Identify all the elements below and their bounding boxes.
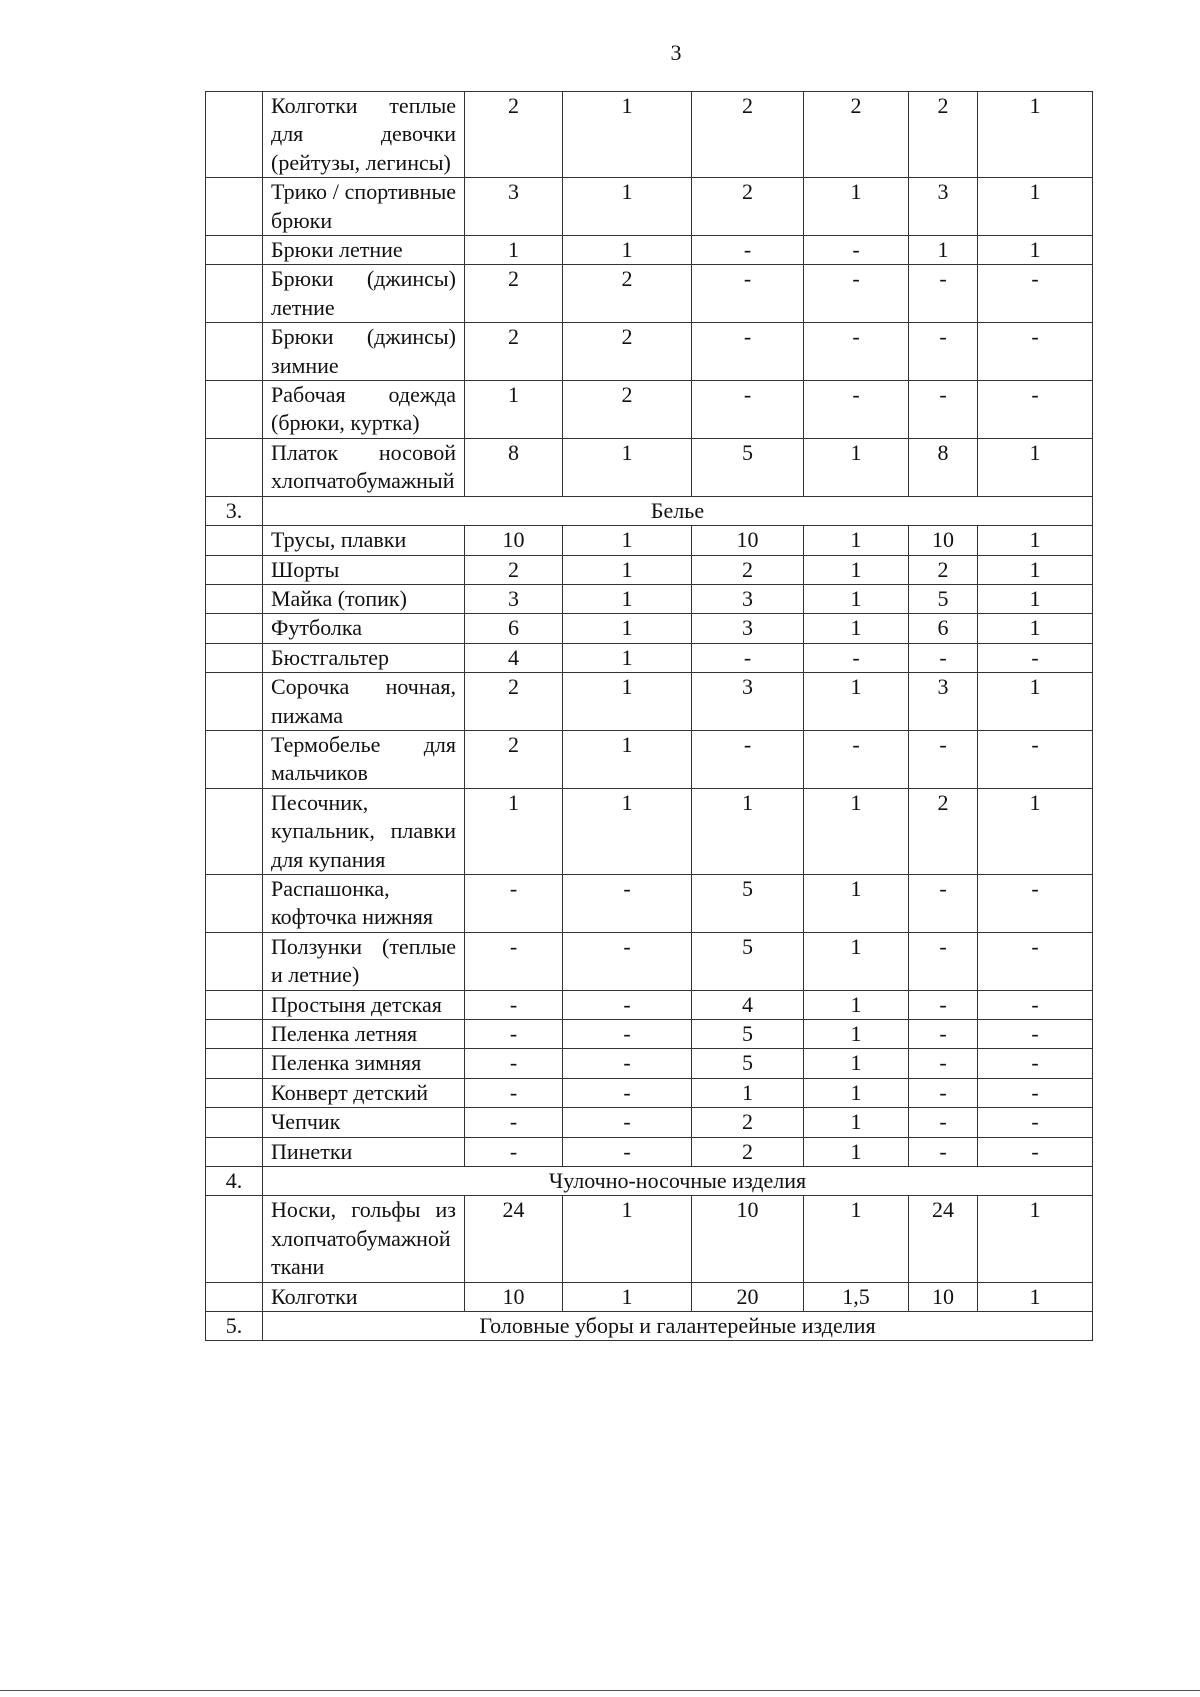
value-cell: - [692, 323, 804, 381]
value-cell: 5 [692, 932, 804, 990]
value-cell: 1 [563, 673, 692, 731]
row-number-cell [206, 236, 263, 265]
section-row [206, 1167, 1093, 1196]
table-row [206, 92, 1093, 178]
value-cell: - [804, 643, 909, 672]
item-name-cell: Рабочая одежда (брюки, куртка) [263, 381, 465, 439]
row-number-cell [206, 673, 263, 731]
value-cell: 3 [465, 584, 563, 613]
table-row [206, 874, 1093, 932]
value-cell: 2 [465, 555, 563, 584]
value-cell: 10 [692, 526, 804, 555]
row-number-cell [206, 323, 263, 381]
item-name-cell: Пинетки [263, 1137, 465, 1166]
value-cell: - [804, 323, 909, 381]
table-row [206, 265, 1093, 323]
item-name-cell: Конверт детский [263, 1078, 465, 1107]
value-cell: - [909, 1020, 978, 1049]
value-cell: 2 [563, 381, 692, 439]
value-cell: - [909, 932, 978, 990]
value-cell: 1 [978, 584, 1093, 613]
item-name-cell: Брюки летние [263, 236, 465, 265]
value-cell: 3 [465, 178, 563, 236]
value-cell: 5 [692, 1049, 804, 1078]
value-cell: 24 [909, 1196, 978, 1282]
value-cell: 1 [804, 1078, 909, 1107]
value-cell: - [978, 932, 1093, 990]
value-cell: 8 [909, 438, 978, 496]
value-cell: - [978, 874, 1093, 932]
row-number-cell [206, 555, 263, 584]
table-row [206, 614, 1093, 643]
table-row [206, 1108, 1093, 1137]
value-cell: 3 [692, 614, 804, 643]
value-cell: - [804, 236, 909, 265]
row-number-cell [206, 178, 263, 236]
value-cell: 1 [563, 236, 692, 265]
value-cell: 2 [465, 730, 563, 788]
value-cell: - [563, 1078, 692, 1107]
row-number-cell [206, 990, 263, 1019]
value-cell: 1 [978, 555, 1093, 584]
value-cell: 1 [563, 614, 692, 643]
row-number-cell [206, 932, 263, 990]
value-cell: - [909, 1078, 978, 1107]
value-cell: - [563, 932, 692, 990]
table-row [206, 1020, 1093, 1049]
value-cell: 2 [692, 92, 804, 178]
value-cell: 1 [804, 1108, 909, 1137]
value-cell: - [978, 730, 1093, 788]
value-cell: - [804, 730, 909, 788]
value-cell: - [563, 1049, 692, 1078]
value-cell: 2 [692, 555, 804, 584]
section-title: Чулочно-носочные изделия [263, 1167, 1093, 1196]
item-name-cell: Футболка [263, 614, 465, 643]
value-cell: 1 [978, 236, 1093, 265]
value-cell: 4 [692, 990, 804, 1019]
value-cell: - [563, 1020, 692, 1049]
value-cell: 1 [978, 92, 1093, 178]
row-number-cell [206, 381, 263, 439]
item-name-cell: Майка (топик) [263, 584, 465, 613]
value-cell: 1 [804, 932, 909, 990]
value-cell: - [563, 1137, 692, 1166]
value-cell: - [692, 643, 804, 672]
section-number: 5. [206, 1312, 263, 1341]
table-row [206, 932, 1093, 990]
value-cell: 1 [563, 178, 692, 236]
value-cell: 2 [909, 788, 978, 874]
value-cell: 2 [465, 323, 563, 381]
value-cell: 1 [978, 438, 1093, 496]
table-row [206, 788, 1093, 874]
item-name-cell: Простыня детская [263, 990, 465, 1019]
section-row [206, 1312, 1093, 1341]
value-cell: - [909, 1137, 978, 1166]
value-cell: - [465, 874, 563, 932]
value-cell: - [978, 1020, 1093, 1049]
value-cell: 2 [465, 673, 563, 731]
row-number-cell [206, 1137, 263, 1166]
row-number-cell [206, 643, 263, 672]
value-cell: 1 [804, 1137, 909, 1166]
value-cell: 24 [465, 1196, 563, 1282]
value-cell: 3 [692, 584, 804, 613]
value-cell: 1 [978, 1282, 1093, 1311]
row-number-cell [206, 1078, 263, 1107]
value-cell: - [978, 1078, 1093, 1107]
value-cell: 1 [978, 526, 1093, 555]
row-number-cell [206, 584, 263, 613]
value-cell: 5 [909, 584, 978, 613]
table-row [206, 555, 1093, 584]
value-cell: 2 [909, 92, 978, 178]
value-cell: 1 [804, 614, 909, 643]
item-name-cell: Платок носовой хлопчатобумажный [263, 438, 465, 496]
value-cell: - [978, 1108, 1093, 1137]
row-number-cell [206, 730, 263, 788]
item-name-cell: Песочник, купальник, плавки для купания [263, 788, 465, 874]
item-name-cell: Трусы, плавки [263, 526, 465, 555]
section-title: Головные уборы и галантерейные изделия [263, 1312, 1093, 1341]
section-title: Белье [263, 496, 1093, 525]
value-cell: 2 [563, 323, 692, 381]
value-cell: 5 [692, 438, 804, 496]
table-row [206, 178, 1093, 236]
value-cell: - [909, 265, 978, 323]
table-row [206, 990, 1093, 1019]
value-cell: 1 [563, 526, 692, 555]
value-cell: 1 [465, 788, 563, 874]
item-name-cell: Трико / спортивные брюки [263, 178, 465, 236]
value-cell: 3 [909, 178, 978, 236]
item-name-cell: Шорты [263, 555, 465, 584]
value-cell: 2 [692, 178, 804, 236]
value-cell: - [804, 265, 909, 323]
value-cell: 1 [804, 1020, 909, 1049]
value-cell: 2 [465, 92, 563, 178]
value-cell: 1 [978, 788, 1093, 874]
row-number-cell [206, 1020, 263, 1049]
item-name-cell: Термобелье для мальчиков [263, 730, 465, 788]
row-number-cell [206, 1196, 263, 1282]
value-cell: 1 [804, 178, 909, 236]
value-cell: - [563, 1108, 692, 1137]
value-cell: 2 [909, 555, 978, 584]
value-cell: 4 [465, 643, 563, 672]
value-cell: 1 [563, 643, 692, 672]
item-name-cell: Брюки (джинсы) зимние [263, 323, 465, 381]
value-cell: 10 [465, 1282, 563, 1311]
row-number-cell [206, 265, 263, 323]
value-cell: 5 [692, 1020, 804, 1049]
value-cell: 1 [692, 1078, 804, 1107]
value-cell: 1 [563, 555, 692, 584]
value-cell: 1 [804, 673, 909, 731]
table-row [206, 1049, 1093, 1078]
value-cell: - [978, 643, 1093, 672]
table-row [206, 1282, 1093, 1311]
value-cell: 10 [909, 526, 978, 555]
value-cell: 1 [804, 438, 909, 496]
row-number-cell [206, 874, 263, 932]
value-cell: - [563, 990, 692, 1019]
value-cell: - [692, 730, 804, 788]
item-name-cell: Носки, гольфы из хлопчатобумажной ткани [263, 1196, 465, 1282]
table-row [206, 381, 1093, 439]
table-row [206, 438, 1093, 496]
item-name-cell: Сорочка ночная, пижама [263, 673, 465, 731]
value-cell: - [465, 1137, 563, 1166]
table-row [206, 526, 1093, 555]
row-number-cell [206, 92, 263, 178]
value-cell: - [978, 381, 1093, 439]
row-number-cell [206, 1049, 263, 1078]
value-cell: 1 [465, 381, 563, 439]
table-row [206, 673, 1093, 731]
row-number-cell [206, 526, 263, 555]
item-name-cell: Распашонка, кофточка нижняя [263, 874, 465, 932]
item-name-cell: Бюстгальтер [263, 643, 465, 672]
section-number: 3. [206, 496, 263, 525]
item-name-cell: Пеленка летняя [263, 1020, 465, 1049]
value-cell: 1 [563, 1196, 692, 1282]
value-cell: - [563, 874, 692, 932]
table-row [206, 1078, 1093, 1107]
value-cell: 1 [804, 584, 909, 613]
value-cell: - [978, 1049, 1093, 1078]
value-cell: 2 [804, 92, 909, 178]
value-cell: 1 [563, 788, 692, 874]
value-cell: - [909, 730, 978, 788]
value-cell: 1 [563, 1282, 692, 1311]
value-cell: 1 [563, 730, 692, 788]
value-cell: 1 [804, 526, 909, 555]
table-row [206, 643, 1093, 672]
value-cell: - [465, 1049, 563, 1078]
item-name-cell: Чепчик [263, 1108, 465, 1137]
value-cell: 1,5 [804, 1282, 909, 1311]
value-cell: 1 [804, 555, 909, 584]
value-cell: - [978, 265, 1093, 323]
value-cell: - [465, 1020, 563, 1049]
value-cell: - [465, 932, 563, 990]
value-cell: 1 [804, 1049, 909, 1078]
value-cell: 1 [804, 788, 909, 874]
value-cell: 10 [692, 1196, 804, 1282]
value-cell: - [909, 381, 978, 439]
value-cell: 1 [465, 236, 563, 265]
section-number: 4. [206, 1167, 263, 1196]
value-cell: - [465, 1078, 563, 1107]
value-cell: - [692, 265, 804, 323]
value-cell: 3 [692, 673, 804, 731]
value-cell: 6 [909, 614, 978, 643]
value-cell: 1 [978, 1196, 1093, 1282]
value-cell: 3 [909, 673, 978, 731]
row-number-cell [206, 1108, 263, 1137]
row-number-cell [206, 438, 263, 496]
row-number-cell [206, 614, 263, 643]
value-cell: - [692, 236, 804, 265]
value-cell: - [909, 874, 978, 932]
table-row [206, 730, 1093, 788]
value-cell: - [978, 323, 1093, 381]
page-number: 3 [670, 40, 682, 65]
value-cell: 2 [692, 1108, 804, 1137]
value-cell: - [692, 381, 804, 439]
table-row [206, 1137, 1093, 1166]
value-cell: - [465, 1108, 563, 1137]
value-cell: - [978, 1137, 1093, 1166]
item-name-cell: Брюки (джинсы) летние [263, 265, 465, 323]
value-cell: 20 [692, 1282, 804, 1311]
value-cell: 6 [465, 614, 563, 643]
value-cell: - [909, 1108, 978, 1137]
table-row [206, 236, 1093, 265]
item-name-cell: Пеленка зимняя [263, 1049, 465, 1078]
value-cell: 1 [978, 178, 1093, 236]
value-cell: 1 [804, 990, 909, 1019]
value-cell: 1 [692, 788, 804, 874]
item-name-cell: Колготки теплые для девочки (рейтузы, легинсы) [263, 92, 465, 178]
row-number-cell [206, 788, 263, 874]
table-row [206, 323, 1093, 381]
value-cell: 2 [692, 1137, 804, 1166]
value-cell: - [465, 990, 563, 1019]
row-number-cell [206, 1282, 263, 1311]
table-row [206, 584, 1093, 613]
value-cell: 2 [563, 265, 692, 323]
table-row [206, 1196, 1093, 1282]
value-cell: - [978, 990, 1093, 1019]
section-row [206, 496, 1093, 525]
value-cell: 1 [978, 614, 1093, 643]
value-cell: - [804, 381, 909, 439]
page-bottom-rule [0, 1690, 1200, 1691]
value-cell: 1 [563, 438, 692, 496]
value-cell: 8 [465, 438, 563, 496]
value-cell: 2 [465, 265, 563, 323]
value-cell: - [909, 323, 978, 381]
value-cell: 1 [909, 236, 978, 265]
value-cell: 1 [804, 874, 909, 932]
value-cell: 1 [563, 584, 692, 613]
value-cell: 10 [909, 1282, 978, 1311]
value-cell: 5 [692, 874, 804, 932]
value-cell: 1 [804, 1196, 909, 1282]
table-body [206, 92, 1093, 1341]
value-cell: - [909, 990, 978, 1019]
clothing-norms-table [205, 91, 1093, 1341]
item-name-cell: Ползунки (теплые и летние) [263, 932, 465, 990]
value-cell: 10 [465, 526, 563, 555]
item-name-cell: Колготки [263, 1282, 465, 1311]
value-cell: 1 [978, 673, 1093, 731]
value-cell: 1 [563, 92, 692, 178]
value-cell: - [909, 643, 978, 672]
value-cell: - [909, 1049, 978, 1078]
